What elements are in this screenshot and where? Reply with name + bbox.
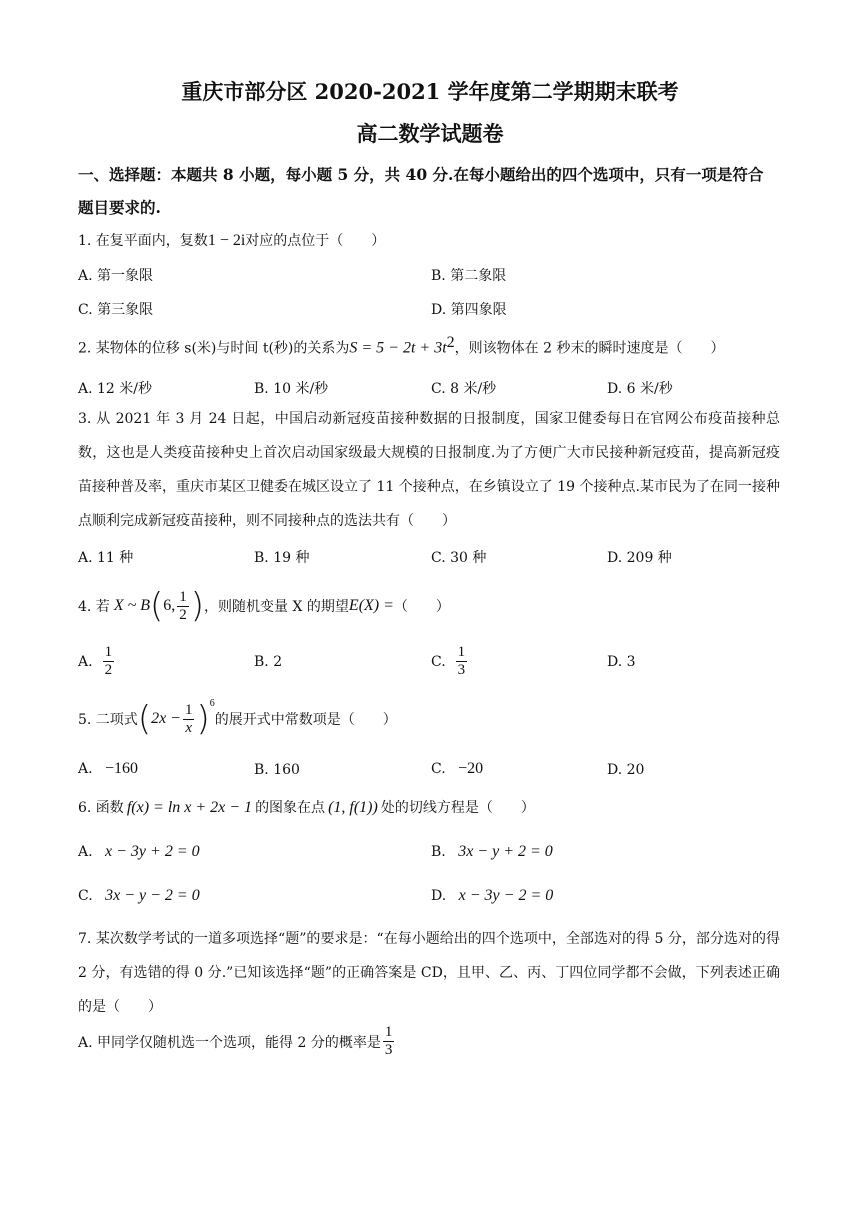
q6-a-label: A. <box>78 844 93 860</box>
q2-option-d: D. 6 米/秒 <box>607 381 673 397</box>
q1-suffix: 对应的点位于（ ） <box>245 233 386 249</box>
q7-a-num: 1 <box>384 1024 393 1040</box>
q7-a-den: 3 <box>384 1042 393 1058</box>
q4-a-fraction <box>103 644 115 679</box>
section-heading: 一、选择题：本题共 8 小题，每小题 5 分，共 40 分.在每小题给出的四个选项中，只有一项是符合题目要求的. <box>78 165 764 217</box>
q3-option-a: A. 11 种 <box>78 550 134 566</box>
q6-a-value: x − 3y + 2 = 0 <box>105 843 200 860</box>
q6-c-label: C. <box>78 888 93 904</box>
q3-option-c: C. 30 种 <box>431 550 487 566</box>
q6-option-b <box>431 843 553 861</box>
q4-expr1: X ~ B <box>113 597 151 614</box>
q6-d-label: D. <box>431 888 447 904</box>
q2-option-c: C. 8 米/秒 <box>431 381 497 397</box>
q5-right-paren: ) <box>196 699 210 739</box>
q5-a-label: A. <box>78 761 93 777</box>
q6-b-label: B. <box>431 844 446 860</box>
q5-prefix: 5. 二项式 <box>78 712 138 728</box>
q5-exp: 6 <box>209 698 215 709</box>
q6-d-value: x − 3y − 2 = 0 <box>458 887 554 904</box>
q5-frac-den: x <box>185 719 193 736</box>
q2-option-a: A. 12 米/秒 <box>78 381 152 397</box>
question-1 <box>78 230 385 250</box>
q1-expr: 1 − 2i <box>207 232 246 249</box>
q6-point: (1, f(1)) <box>328 799 378 816</box>
q5-expr: 2x − <box>151 710 181 727</box>
q4-prefix: 4. 若 <box>78 599 110 615</box>
q6-mid: 的图象在点 <box>255 800 326 816</box>
q3-option-b: B. 19 种 <box>254 550 310 566</box>
q7-a-fraction <box>383 1024 395 1059</box>
q6-option-c <box>78 887 200 905</box>
q6-expr: f(x) = ln x + 2x − 1 <box>126 799 253 816</box>
q4-frac-num: 1 <box>179 588 187 605</box>
q6-option-d <box>431 887 553 905</box>
question-4 <box>78 584 450 628</box>
q2-option-b: B. 10 米/秒 <box>254 381 329 397</box>
q2-exp: 2 <box>446 334 455 351</box>
q1-option-d: D. 第四象限 <box>431 302 507 318</box>
q4-right-paren: ) <box>190 586 205 626</box>
q6-prefix: 6. 函数 <box>78 800 124 816</box>
q4-option-b: B. 2 <box>254 654 283 670</box>
q6-option-a <box>78 843 200 861</box>
q7-option-a <box>78 1024 396 1059</box>
q1-prefix: 1. 在复平面内，复数 <box>78 233 208 249</box>
q7-a-text: A. 甲同学仅随机选一个选项，能得 2 分的概率是 <box>78 1034 381 1051</box>
q4-option-a <box>78 644 116 679</box>
q1-option-a: A. 第一象限 <box>78 268 154 284</box>
q4-a-label: A. <box>78 653 93 670</box>
q4-left-paren: ( <box>150 586 164 626</box>
q4-n: 6, <box>163 597 176 614</box>
q4-suffix: （ ） <box>393 599 450 615</box>
q4-frac-den: 2 <box>179 606 187 623</box>
q4-option-c <box>431 644 469 679</box>
q5-option-d: D. 20 <box>607 762 645 778</box>
q5-left-paren: ( <box>137 699 152 739</box>
q5-option-b: B. 160 <box>254 762 300 778</box>
q3-option-d: D. 209 种 <box>607 550 672 566</box>
question-2 <box>78 334 724 358</box>
q1-option-b: B. 第二象限 <box>431 268 507 284</box>
q4-expr2: E(X) = <box>348 597 394 614</box>
q5-suffix: 的展开式中常数项是（ ） <box>214 712 397 728</box>
q5-option-c <box>431 760 483 778</box>
q2-prefix: 2. 某物体的位移 s(米)与时间 t(秒)的关系为 <box>78 340 350 357</box>
q4-a-den: 2 <box>104 662 113 678</box>
q6-b-value: 3x − y + 2 = 0 <box>458 843 553 860</box>
q4-c-fraction <box>456 644 468 679</box>
exam-title: 重庆市部分区 2020-2021 学年度第二学期期末联考 <box>181 79 679 104</box>
q4-a-num: 1 <box>104 644 113 660</box>
q4-option-d: D. 3 <box>607 654 636 670</box>
q6-suffix: 处的切线方程是（ ） <box>380 800 535 816</box>
question-3: 3. 从 2021 年 3 月 24 日起，中国启动新冠疫苗接种数据的日报制度，国家卫健委每日在官网公布疫苗接种总数，这也是人类疫苗接种史上首次启动国家级最大规模的日报制度.为了方便广大市民接种新冠疫苗，提高新冠疫苗接种普及率，重庆市某区卫健委在城区设立了 11 个接种点，在乡镇设立了 19 个接种点.某市民为了在同一接种点顺利完成新冠疫苗接种，则不同接种点的选法共有（ ） <box>78 411 780 529</box>
q4-fraction <box>177 589 189 624</box>
q5-option-a <box>78 760 138 778</box>
exam-subtitle: 高二数学试题卷 <box>356 121 504 146</box>
q1-option-c: C. 第三象限 <box>78 302 154 318</box>
q4-mid: ，则随机变量 X 的期望 <box>204 599 349 615</box>
q5-c-value: −20 <box>458 760 484 777</box>
q4-c-label: C. <box>431 653 446 670</box>
question-6 <box>78 797 535 817</box>
q5-frac-num: 1 <box>184 701 193 718</box>
q2-suffix: ，则该物体在 2 秒末的瞬时速度是（ ） <box>454 340 725 357</box>
q2-expr: S = 5 − 2t + 3t <box>349 339 447 357</box>
question-7: 7. 某次数学考试的一道多项选择“题”的要求是：“在每小题给出的四个选项中，全部选对的得 5 分，部分选对的得 2 分，有选错的得 0 分.”已知该选择“题”的正确答案是 CD，且甲、乙、丙、丁四位同学都不会做，下列表述正确的是（ ） <box>78 931 780 1015</box>
q4-c-den: 3 <box>457 662 466 678</box>
q5-fraction <box>183 702 195 737</box>
q5-c-label: C. <box>431 761 446 777</box>
question-5 <box>78 696 397 742</box>
q6-c-value: 3x − y − 2 = 0 <box>105 887 200 904</box>
q4-c-num: 1 <box>457 644 466 660</box>
q5-a-value: −160 <box>105 760 139 777</box>
